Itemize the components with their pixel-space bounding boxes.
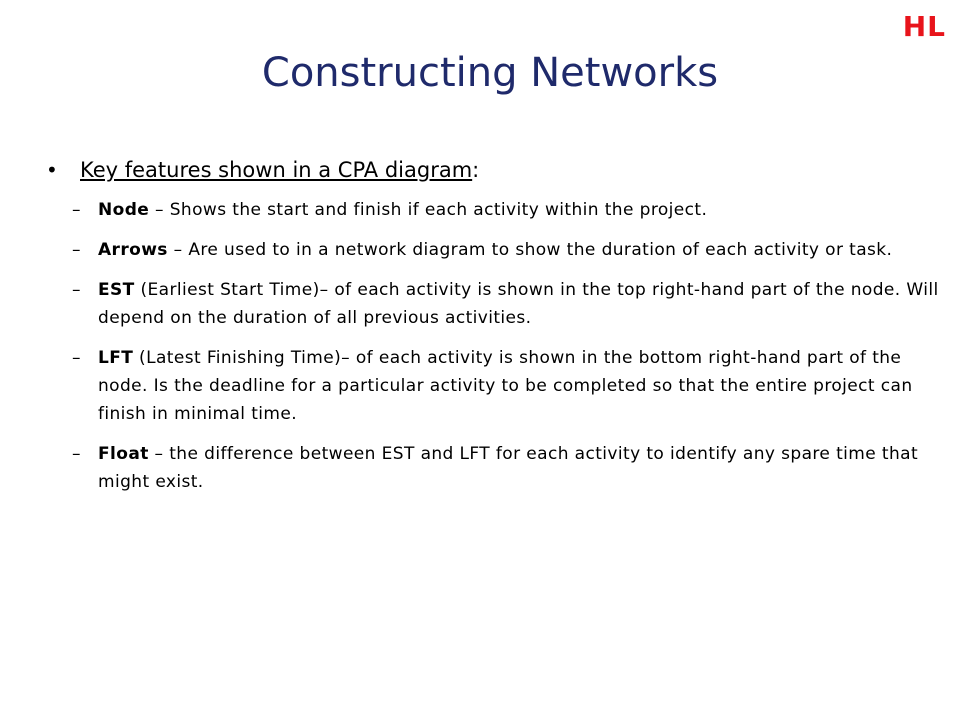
bullet-heading: Key features shown in a CPA diagram bbox=[80, 158, 473, 182]
bullet-icon: • bbox=[46, 158, 58, 182]
sub-item-node bbox=[46, 196, 944, 224]
desc-float: – the difference between EST and LFT for each activity to identify any spare time that might exist. bbox=[98, 444, 919, 492]
term-float: Float bbox=[98, 444, 149, 464]
hl-badge: HL bbox=[902, 10, 946, 43]
dash-icon: – bbox=[72, 200, 81, 220]
desc-est: (Earliest Start Time)– of each activity is shown in the top right-hand part of the node. Will depend on the duration of all previous activities. bbox=[98, 280, 939, 328]
sub-item-est bbox=[46, 276, 944, 332]
sub-item-lft bbox=[46, 344, 944, 428]
dash-icon: – bbox=[72, 348, 81, 368]
dash-icon: – bbox=[72, 444, 81, 464]
main-bullet bbox=[46, 158, 944, 182]
term-arrows: Arrows bbox=[98, 240, 168, 260]
term-est: EST bbox=[98, 280, 135, 300]
sub-item-float bbox=[46, 440, 944, 496]
desc-arrows: – Are used to in a network diagram to show the duration of each activity or task. bbox=[167, 240, 893, 260]
dash-icon: – bbox=[72, 240, 81, 260]
dash-icon: – bbox=[72, 280, 81, 300]
term-lft: LFT bbox=[98, 348, 134, 368]
desc-lft: (Latest Finishing Time)– of each activity is shown in the bottom right-hand part of the node. Is the deadline for a particular activity to be completed so that the entire project can finish in minimal time. bbox=[98, 348, 913, 424]
term-node: Node bbox=[98, 200, 150, 220]
desc-node: – Shows the start and finish if each activity within the project. bbox=[149, 200, 708, 220]
sub-item-arrows bbox=[46, 236, 944, 264]
bullet-heading-colon: : bbox=[472, 158, 480, 182]
slide-body bbox=[46, 158, 944, 508]
slide-title: Constructing Networks bbox=[261, 50, 719, 96]
